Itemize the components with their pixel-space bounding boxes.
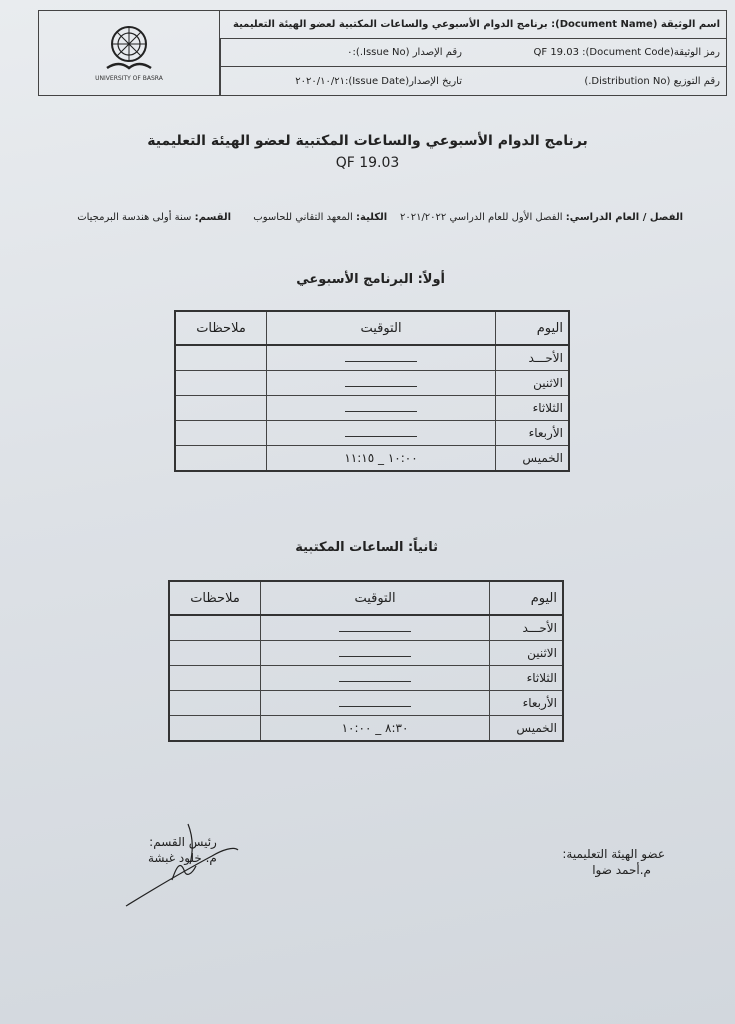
- department-head-label: رئيس القسم:: [149, 835, 217, 849]
- department-head-name: م. خلود غبشة: [148, 851, 217, 865]
- table-row: [169, 716, 563, 742]
- table-row: [175, 396, 569, 421]
- document-name-field: اسم الوثيقة (Document Name): برنامج الدوام الأسبوعي والساعات المكتبية لعضو الهيئة التعليمية: [220, 11, 726, 39]
- time-cell: [267, 421, 496, 446]
- day-header: اليوم: [496, 311, 570, 345]
- distribution-number-field: رقم التوزيع (Distribution No.): [584, 75, 720, 87]
- table-row: [169, 641, 563, 666]
- notes-cell: [169, 691, 261, 716]
- day-cell: الخميس: [490, 716, 564, 742]
- notes-cell: [169, 641, 261, 666]
- university-logo: [39, 11, 220, 95]
- issue-date-field: تاريخ الإصدار(Issue Date):٢٠٢٠/١٠/٢١: [220, 67, 468, 95]
- time-cell: [267, 345, 496, 371]
- department-label: القسم:: [194, 212, 232, 223]
- table-header-row: [169, 581, 563, 615]
- table-row: [169, 691, 563, 716]
- document-code-field: رمز الوثيقة(Document Code): QF 19.03: [468, 39, 726, 67]
- blank-line: [345, 426, 417, 437]
- time-cell: [261, 641, 490, 666]
- day-cell: الثلاثاء: [490, 666, 564, 691]
- faculty-member-label: عضو الهيئة التعليمية:: [562, 847, 665, 861]
- notes-cell: [169, 615, 261, 641]
- logo-caption: UNIVERSITY OF BASRA: [95, 75, 163, 82]
- semester-value: الفصل الأول للعام الدراسي ٢٠٢١/٢٠٢٢: [399, 212, 563, 223]
- table-row: [169, 615, 563, 641]
- day-cell: الاثنين: [496, 371, 570, 396]
- time-cell: ١٠:٠٠ _ ١١:١٥: [267, 446, 496, 472]
- table-row: [175, 371, 569, 396]
- time-cell: [261, 615, 490, 641]
- time-cell: [261, 691, 490, 716]
- blank-line: [345, 351, 417, 362]
- document-header: [38, 10, 727, 96]
- course-info: [77, 212, 683, 223]
- notes-cell: [169, 716, 261, 742]
- day-cell: الأحـــد: [490, 615, 564, 641]
- table-row: [175, 421, 569, 446]
- faculty-member-signature-block: [562, 846, 665, 878]
- day-header: اليوم: [490, 581, 564, 615]
- day-cell: الأحـــد: [496, 345, 570, 371]
- college-label: الكلية:: [356, 212, 388, 223]
- day-cell: الاثنين: [490, 641, 564, 666]
- faculty-member-name: م.أحمد ضوا: [592, 863, 651, 877]
- office-hours-section-title: ثانياً: الساعات المكتبية: [295, 540, 438, 555]
- notes-cell: [175, 446, 267, 472]
- time-cell: [267, 396, 496, 421]
- department-value: سنة أولى هندسة البرمجيات: [77, 212, 192, 223]
- issue-number-field: رقم الإصدار (Issue No.):٠: [220, 39, 468, 67]
- notes-cell: [175, 371, 267, 396]
- blank-line: [339, 621, 411, 632]
- day-cell: الثلاثاء: [496, 396, 570, 421]
- notes-header: ملاحظات: [175, 311, 267, 345]
- notes-cell: [175, 345, 267, 371]
- time-cell: [261, 666, 490, 691]
- day-cell: الخميس: [496, 446, 570, 472]
- notes-cell: [175, 421, 267, 446]
- notes-cell: [175, 396, 267, 421]
- notes-header: ملاحظات: [169, 581, 261, 615]
- semester-label: الفصل / العام الدراسي:: [565, 212, 683, 223]
- notes-cell: [169, 666, 261, 691]
- time-cell: [267, 371, 496, 396]
- day-cell: الأربعاء: [490, 691, 564, 716]
- blank-line: [339, 671, 411, 682]
- time-header: التوقيت: [267, 311, 496, 345]
- page-title: برنامج الدوام الأسبوعي والساعات المكتبية لعضو الهيئة التعليمية: [147, 133, 588, 149]
- blank-line: [339, 646, 411, 657]
- office-hours-table: [168, 580, 564, 742]
- blank-line: [345, 401, 417, 412]
- document-code: QF 19.03: [335, 155, 400, 171]
- table-row: [169, 666, 563, 691]
- weekly-schedule-table: [174, 310, 570, 472]
- table-row: [175, 446, 569, 472]
- handwritten-signature-icon: [122, 820, 242, 912]
- header-fields: [220, 11, 726, 95]
- table-row: [175, 345, 569, 371]
- time-cell: ٨:٣٠ _ ١٠:٠٠: [261, 716, 490, 742]
- weekly-section-title: أولاً: البرنامج الأسبوعي: [296, 272, 445, 287]
- college-value: المعهد التقاني للحاسوب: [253, 212, 353, 223]
- day-cell: الأربعاء: [496, 421, 570, 446]
- blank-line: [345, 376, 417, 387]
- blank-line: [339, 696, 411, 707]
- logo-emblem-icon: [101, 24, 157, 74]
- table-header-row: [175, 311, 569, 345]
- time-header: التوقيت: [261, 581, 490, 615]
